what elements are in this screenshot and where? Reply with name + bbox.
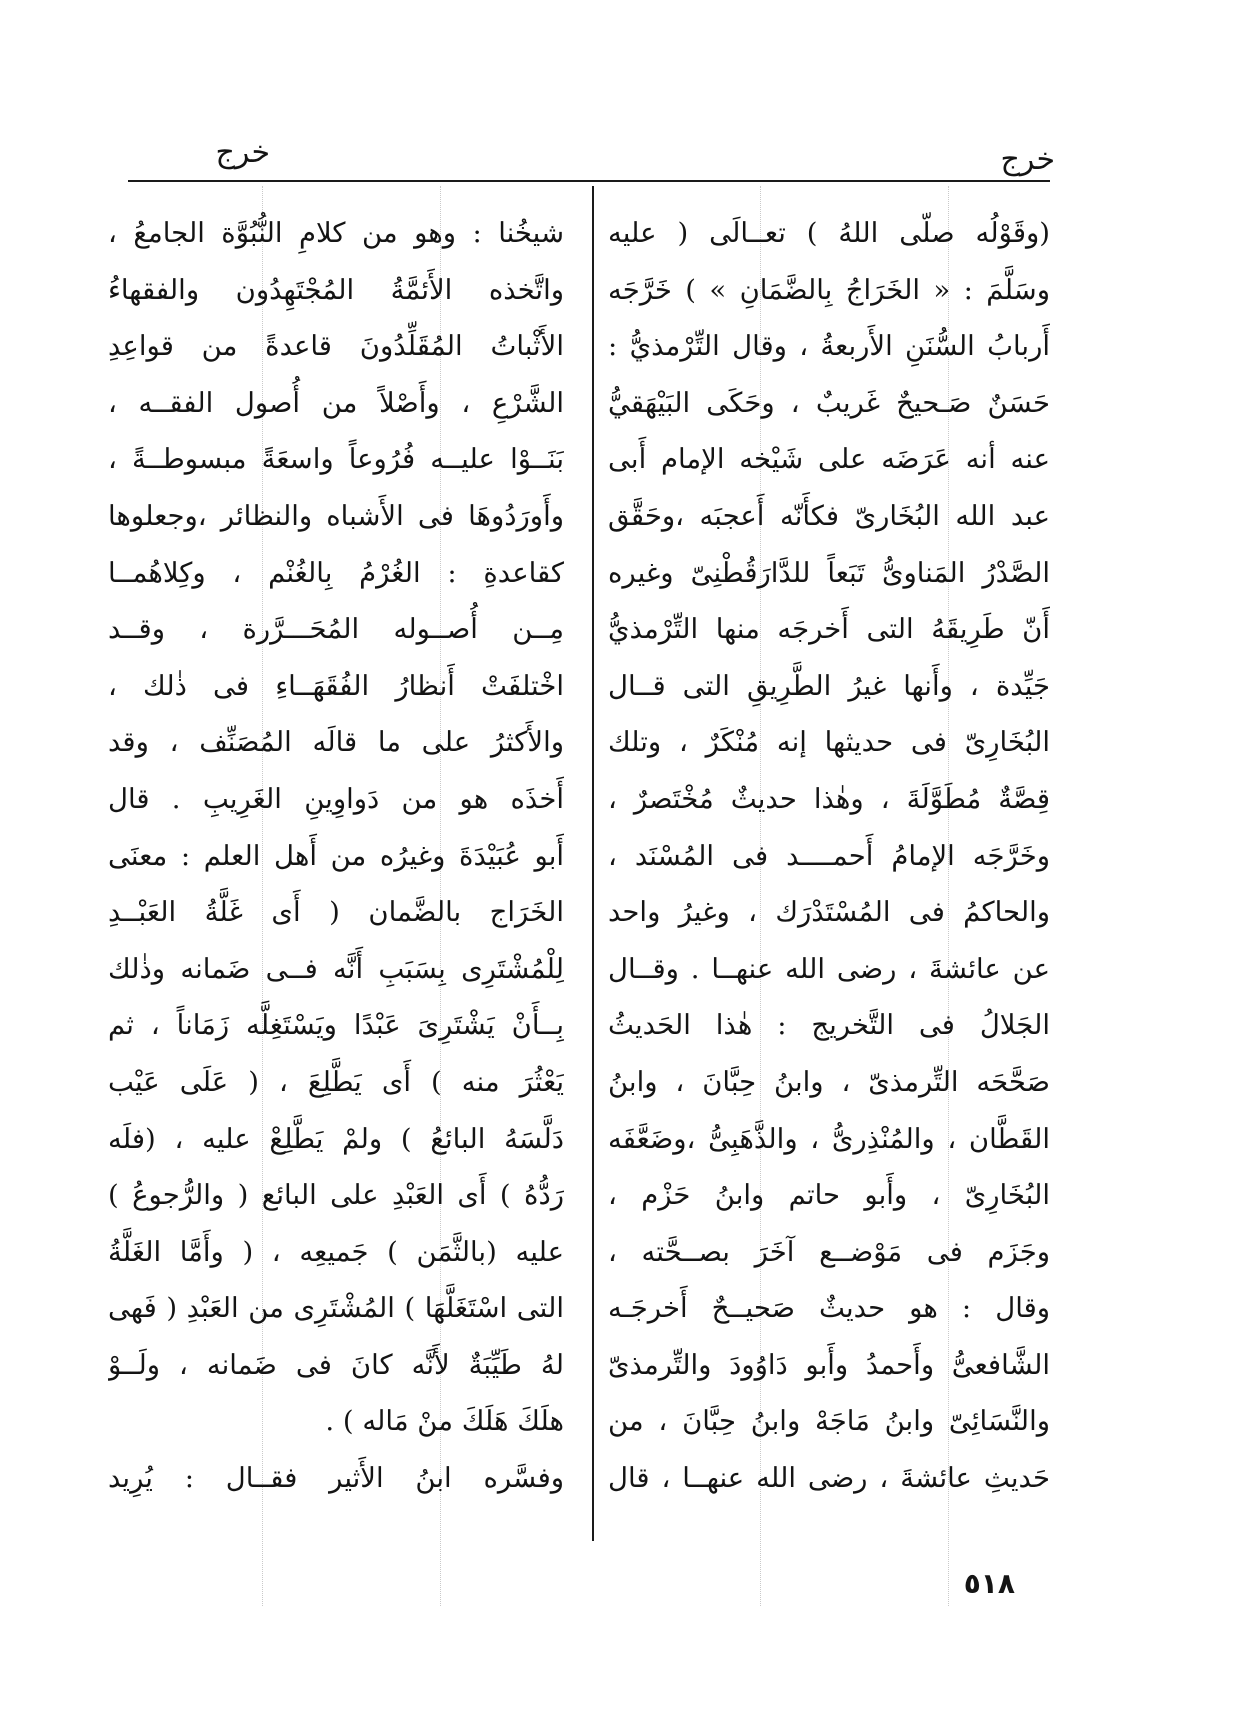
text-line: وسَلَّمَ : « الخَرَاجُ بِالضَّمَانِ » ) خَرَّجَه	[608, 273, 1050, 306]
text-line: لهُ طَيِّبَةٌ لأَنَّه كانَ فى ضَمانه ، ولَــوْ	[108, 1348, 564, 1381]
text-line: بِــأَنْ يَشْتَرِىَ عَبْدًا ويَسْتَغِلَّه زَمَاناً ، ثم	[108, 1009, 564, 1042]
text-line: عنه أنه عَرَضَه على شَيْخه الإمام أَبى	[608, 443, 1050, 476]
text-line: حَديثِ عائشةَ ، رضى الله عنهــا ، قال	[608, 1462, 1050, 1495]
text-line: مِــن أُصــوله المُحَـــرَّرة ، وقــد	[108, 613, 564, 646]
text-line: عبد الله البُخَارىّ فكأَنّه أَعجبَه ،وحَقَّق	[608, 499, 1050, 532]
text-line: البُخَارِىّ فى حديثها إنه مُنْكَرٌ ، وتلك	[608, 726, 1050, 759]
text-line: التى اسْتَغَلَّهَا ) المُشْتَرِى من العَبْدِ ( فَهى	[108, 1292, 564, 1325]
text-line: أَبو عُبَيْدَةَ وغيرُه من أَهل العلم : معنَى	[108, 839, 564, 872]
text-line: حَسَنٌ صَـحيحٌ غَريبٌ ، وحَكَى البَيْهَقيُّ	[608, 386, 1050, 419]
text-line: كقاعدةِ : الغُرْمُ بِالغُنْم ، وكِلاهُمــا	[108, 556, 564, 589]
text-line: القَطَّان ، والمُنْذِرىُّ ، والذَّهَبِىُّ ،وضَعَّفَه	[608, 1122, 1050, 1155]
right-column-text	[608, 205, 1050, 1507]
text-line: أَربابُ السُّنَنِ الأَربعةُ ، وقال التِّرْمذيُّ :	[608, 330, 1050, 363]
header-word-left: خرج	[215, 135, 270, 170]
text-line: الشَّرْعِ ، وأَصْلاً من أُصول الفقــه ،	[108, 386, 564, 419]
text-line: البُخَارِىّ ، وأَبو حاتم وابنُ حَزْم ،	[608, 1179, 1050, 1212]
header-rule	[128, 180, 1050, 182]
text-line: والنَّسَائِىّ وابنُ مَاجَهْ وابنُ حِبَّانَ ، من	[608, 1405, 1050, 1438]
left-column-text	[108, 205, 564, 1507]
text-line: دَلَّسَهُ البائعُ ) ولمْ يَطَّلِعْ عليه ، (فلَه	[108, 1122, 564, 1155]
text-line: اخْتلفَتْ أَنظارُ الفُقَهَــاءِ فى ذٰلك ،	[108, 669, 564, 702]
text-line: صَحَّحَه التِّرمذىّ ، وابنُ حِبَّانَ ، وابنُ	[608, 1065, 1050, 1098]
text-line: جَيِّدة ، وأَنها غيرُ الطَّرِيقِ التى قــال	[608, 669, 1050, 702]
page-number: ٥١٨	[963, 1567, 1015, 1600]
text-line: والحاكمُ فى المُسْتَدْرَك ، وغيرُ واحد	[608, 896, 1050, 929]
text-line: أَنّ طَرِيقَهُ التى أَخرجَه منها التِّرْمذيُّ	[608, 613, 1050, 646]
text-line: الجَلالُ فى التَّخريج : هٰذا الحَديثُ	[608, 1009, 1050, 1042]
text-line: الصَّدْرُ المَناوىُّ تَبَعاً للدَّارَقُطْنِىّ وغيره	[608, 556, 1050, 589]
text-line: واتَّخذه الأَئمَّةُ المُجْتَهِدُون والفقهاءُ	[108, 273, 564, 306]
text-line: والأَكثرُ على ما قالَه المُصَنِّف ، وقد	[108, 726, 564, 759]
text-line: وجَزَم فى مَوْضــع آخَرَ بصــحَّته ،	[608, 1235, 1050, 1268]
text-line: وفسَّره ابنُ الأَثير فقــال : يُرِيد	[108, 1462, 564, 1495]
text-line: رَدُّهُ ) أَى العَبْدِ على البائع ( والرُّجوعُ )	[108, 1179, 564, 1212]
text-line: أَخذَه هو من دَواوِينِ الغَرِيبِ . قال	[108, 782, 564, 815]
text-line: الشَّافعىُّ وأَحمدُ وأَبو دَاوُودَ والتِّرمذىّ	[608, 1348, 1050, 1381]
text-line: الخَرَاج بالضَّمان ( أَى غَلَّةُ العَبْــدِ	[108, 896, 564, 929]
text-line: يَعْثُرَ منه ) أَى يَطَّلِعَ ، ( عَلَى عَيْب	[108, 1065, 564, 1098]
text-line: وقال : هو حديثٌ صَحيــحٌ أَخرجَـه	[608, 1292, 1050, 1325]
text-line: (وقَوْلُه صلّى اللهُ ) تعــالَى ( عليه	[608, 217, 1050, 249]
text-line: عن عائشةَ ، رضى الله عنهــا . وقــال	[608, 952, 1050, 985]
text-line: الأَثْباتُ المُقَلِّدُونَ قاعدةً من قواعِدِ	[108, 330, 564, 363]
text-line: شيخُنا : وهو من كلامِ النُّبُوَّة الجامعُ ،	[108, 217, 564, 249]
text-line: هلَكَ هَلَكَ منْ مَاله ) .	[325, 1405, 564, 1438]
text-line: لِلْمُشْتَرِى بِسَبَبِ أَنَّه فــى ضَمانه وذٰلك	[108, 952, 564, 985]
text-line: عليه (بالثَّمَن ) جَميعِه ، ( وأَمَّا الغَلَّةُ	[108, 1235, 564, 1268]
column-divider	[592, 186, 594, 1541]
text-line: وأَورَدُوهَا فى الأَشباه والنظائر ،وجعلوها	[108, 499, 564, 532]
text-line: بَنَــوْا عليــه فُرُوعاً واسعَةً مبسوطــةً ،	[108, 443, 564, 476]
text-line: قِصَّةٌ مُطَوَّلَةَ ، وهٰذا حديثٌ مُخْتَصرٌ ،	[608, 782, 1050, 815]
text-line: وخَرَّجَه الإمامُ أَحمــــد فى المُسْنَد ،	[608, 839, 1050, 872]
header-word-right: خرج	[1000, 142, 1055, 177]
